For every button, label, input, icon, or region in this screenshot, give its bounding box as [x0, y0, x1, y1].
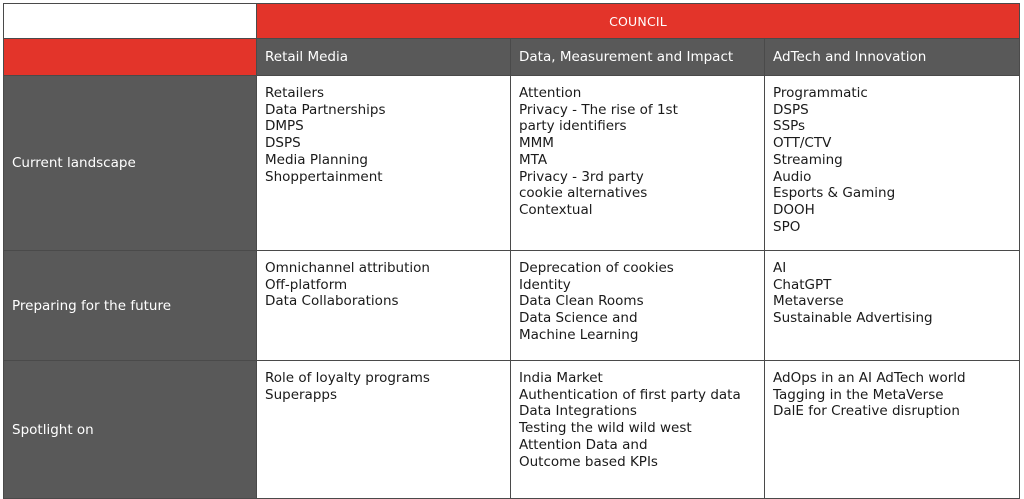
list-item: DSPS	[265, 135, 301, 152]
list-item: Media Planning	[265, 151, 368, 168]
list-item: Privacy - 3rd party	[519, 168, 644, 185]
list-item: SPO	[773, 218, 801, 235]
list-item: Identity	[519, 276, 571, 293]
list-item: MMM	[519, 135, 554, 152]
list-item: ChatGPT	[773, 276, 832, 293]
list-item: Data Clean Rooms	[519, 293, 644, 310]
list-item: AdOps in an AI AdTech world	[773, 370, 966, 386]
list-item: Attention Data and	[519, 436, 648, 453]
council-header-row	[4, 4, 1020, 39]
list-item: Machine Learning	[519, 326, 639, 343]
list-item: Metaverse	[773, 293, 844, 310]
list-item: India Market	[519, 370, 603, 386]
council-table-container	[3, 3, 1019, 475]
cell-spotlight-adtech	[765, 361, 1020, 499]
council-header: COUNCIL	[257, 4, 1020, 39]
list-item: MTA	[519, 151, 548, 168]
column-header-adtech-innovation: AdTech and Innovation	[765, 39, 1020, 76]
cell-current-data	[511, 76, 765, 251]
row-spotlight	[4, 361, 1020, 499]
list-item: Tagging in the MetaVerse	[773, 386, 944, 403]
list-item: Authentication of first party data	[519, 386, 741, 403]
cell-spotlight-retail	[257, 361, 511, 499]
list-item: Testing the wild wild west	[519, 420, 692, 437]
list-item: Superapps	[265, 386, 337, 403]
list-item: Data Partnerships	[265, 101, 386, 118]
list-item: Data Integrations	[519, 403, 637, 420]
list-item: Data Collaborations	[265, 293, 399, 310]
cell-future-retail	[257, 251, 511, 361]
list-item: Shoppertainment	[265, 168, 383, 185]
list-item: Programmatic	[773, 85, 868, 101]
cell-future-data	[511, 251, 765, 361]
list-item: Deprecation of cookies	[519, 260, 674, 276]
list-item: Omnichannel attribution	[265, 260, 430, 276]
list-item: Attention	[519, 85, 582, 101]
list-item: AI	[773, 260, 787, 276]
cell-spotlight-data	[511, 361, 765, 499]
list-item: Sustainable Advertising	[773, 310, 933, 327]
cell-future-adtech	[765, 251, 1020, 361]
list-item: cookie alternatives	[519, 185, 648, 202]
row-label-preparing-future: Preparing for the future	[4, 251, 257, 361]
list-item: Data Science and	[519, 310, 638, 327]
list-item: Esports & Gaming	[773, 185, 896, 202]
top-left-blank-cell	[4, 4, 257, 39]
list-item: DSPS	[773, 101, 809, 118]
cell-current-adtech	[765, 76, 1020, 251]
list-item: Audio	[773, 168, 812, 185]
list-item: DalE for Creative disruption	[773, 403, 960, 420]
row-label-spotlight: Spotlight on	[4, 361, 257, 499]
list-item: Role of loyalty programs	[265, 370, 430, 386]
list-item: party identifiers	[519, 118, 627, 135]
list-item: OTT/CTV	[773, 135, 832, 152]
list-item: SSPs	[773, 118, 806, 135]
list-item: DOOH	[773, 201, 815, 218]
column-header-corner	[4, 39, 257, 76]
list-item: Contextual	[519, 201, 593, 218]
list-item: Streaming	[773, 151, 843, 168]
list-item: Off-platform	[265, 276, 348, 293]
list-item: Retailers	[265, 85, 325, 101]
column-header-retail-media: Retail Media	[257, 39, 511, 76]
column-header-data-measurement-impact: Data, Measurement and Impact	[511, 39, 765, 76]
council-table	[3, 3, 1020, 499]
row-preparing-future	[4, 251, 1020, 361]
list-item: Outcome based KPIs	[519, 453, 658, 470]
row-current-landscape	[4, 76, 1020, 251]
column-header-row	[4, 39, 1020, 76]
cell-current-retail	[257, 76, 511, 251]
list-item: Privacy - The rise of 1st	[519, 101, 678, 118]
row-label-current-landscape: Current landscape	[4, 76, 257, 251]
list-item: DMPS	[265, 118, 304, 135]
